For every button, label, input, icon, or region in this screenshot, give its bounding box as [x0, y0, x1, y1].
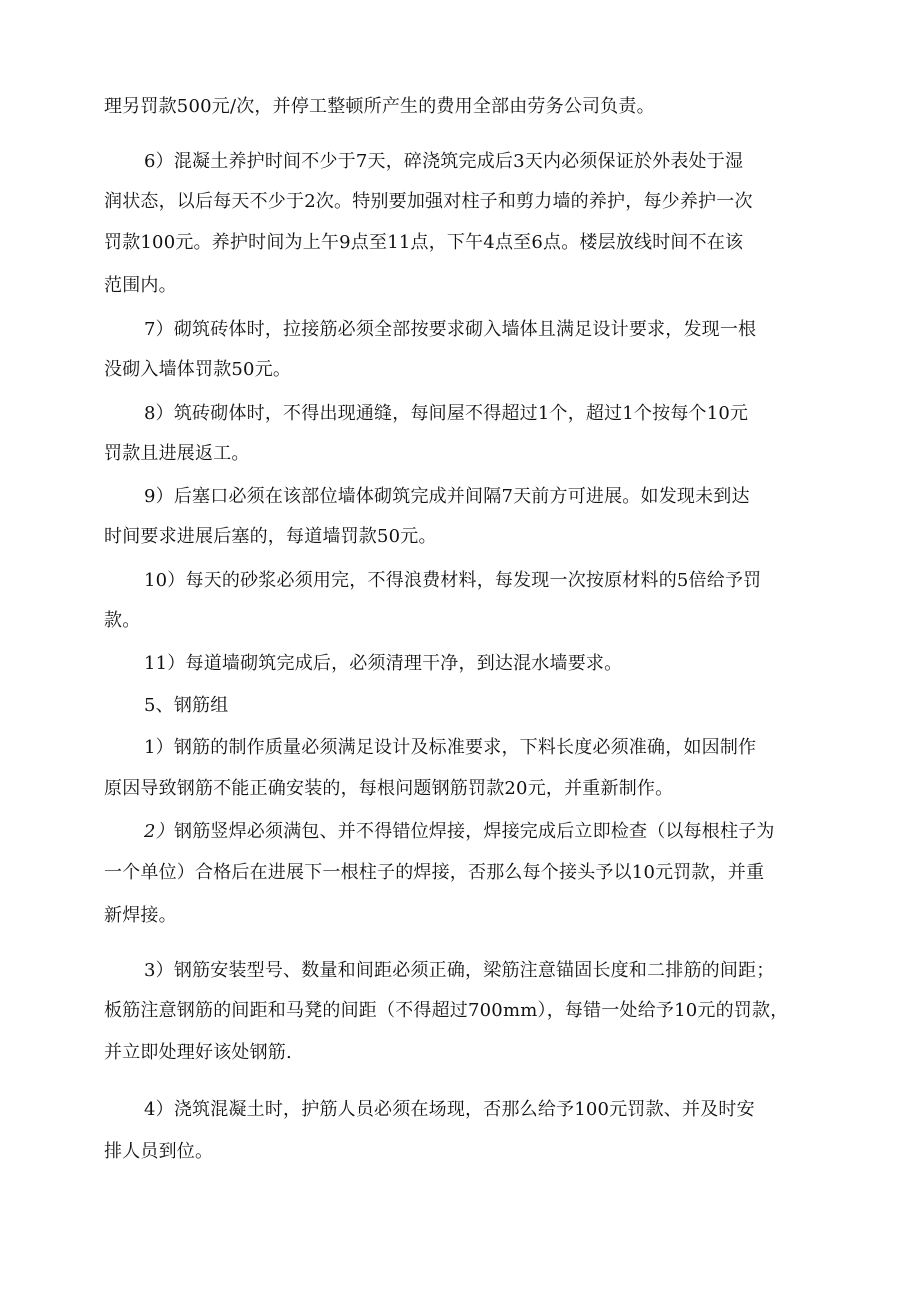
text-line: 润状态，以后每天不少于2次。特别要加强对柱子和剪力墙的养护，每少养护一次 [104, 191, 753, 212]
text-line: 原因导致钢筋不能正确安装的，每根问题钢筋罚款20元，并重新制作。 [104, 778, 674, 799]
text-line: 理另罚款500元/次，并停工整顿所产生的费用全部由劳务公司负责。 [104, 96, 655, 117]
text-line: 11）每道墙砌筑完成后，必须清理干净，到达混水墙要求。 [144, 653, 623, 674]
text-line: 7）砌筑砖体时，拉接筋必须全部按要求砌入墙体且满足设计要求，发现一根 [144, 319, 757, 340]
text-line: 3）钢筋安装型号、数量和间距必须正确，梁筋注意锚固长度和二排筋的间距； [144, 960, 775, 981]
text-line: 一个单位）合格后在进展下一根柱子的焊接，否那么每个接头予以10元罚款，并重 [104, 862, 765, 883]
text-line: 10）每天的砂浆必须用完，不得浪费材料，每发现一次按原材料的5倍给予罚 [144, 570, 762, 591]
item-number: 2） [144, 821, 174, 842]
text-line: 时间要求进展后塞的，每道墙罚款50元。 [104, 526, 437, 547]
text-line: 钢筋竖焊必须满包、并不得错位焊接，焊接完成后立即检查（以每根柱子为 [174, 821, 775, 842]
text-line: 罚款100元。养护时间为上午9点至11点，下午4点至6点。楼层放线时间不在该 [104, 232, 744, 253]
text-line: 9）后塞口必须在该部位墙体砌筑完成并间隔7天前方可进展。如发现未到达 [144, 486, 750, 507]
text-line: 4）浇筑混凝土时，护筋人员必须在场现，否那么给予100元罚款、并及时安 [144, 1099, 755, 1120]
text-line: 没砌入墙体罚款50元。 [104, 359, 292, 380]
text-line: 新焊接。 [104, 905, 177, 926]
text-line: 罚款且进展返工。 [104, 443, 250, 464]
text-line: 范围内。 [104, 275, 177, 296]
text-line: 6）混凝土养护时间不少于7天，碎浇筑完成后3天内必须保证於外表处于湿 [144, 151, 744, 172]
section-heading: 5、钢筋组 [144, 695, 229, 716]
text-line: 排人员到位。 [104, 1141, 214, 1162]
text-line: 1）钢筋的制作质量必须满足设计及标准要求，下料长度必须准确，如因制作 [144, 737, 757, 758]
text-line: 8）筑砖砌体时，不得出现通缝，每间屋不得超过1个，超过1个按每个10元 [144, 403, 749, 424]
text-line: 并立即处理好该处钢筋. [104, 1042, 292, 1063]
text-line: 板筋注意钢筋的间距和马凳的间距（不得超过700mm），每错一处给予10元的罚款， [104, 1000, 789, 1021]
text-line: 款。 [104, 610, 141, 631]
